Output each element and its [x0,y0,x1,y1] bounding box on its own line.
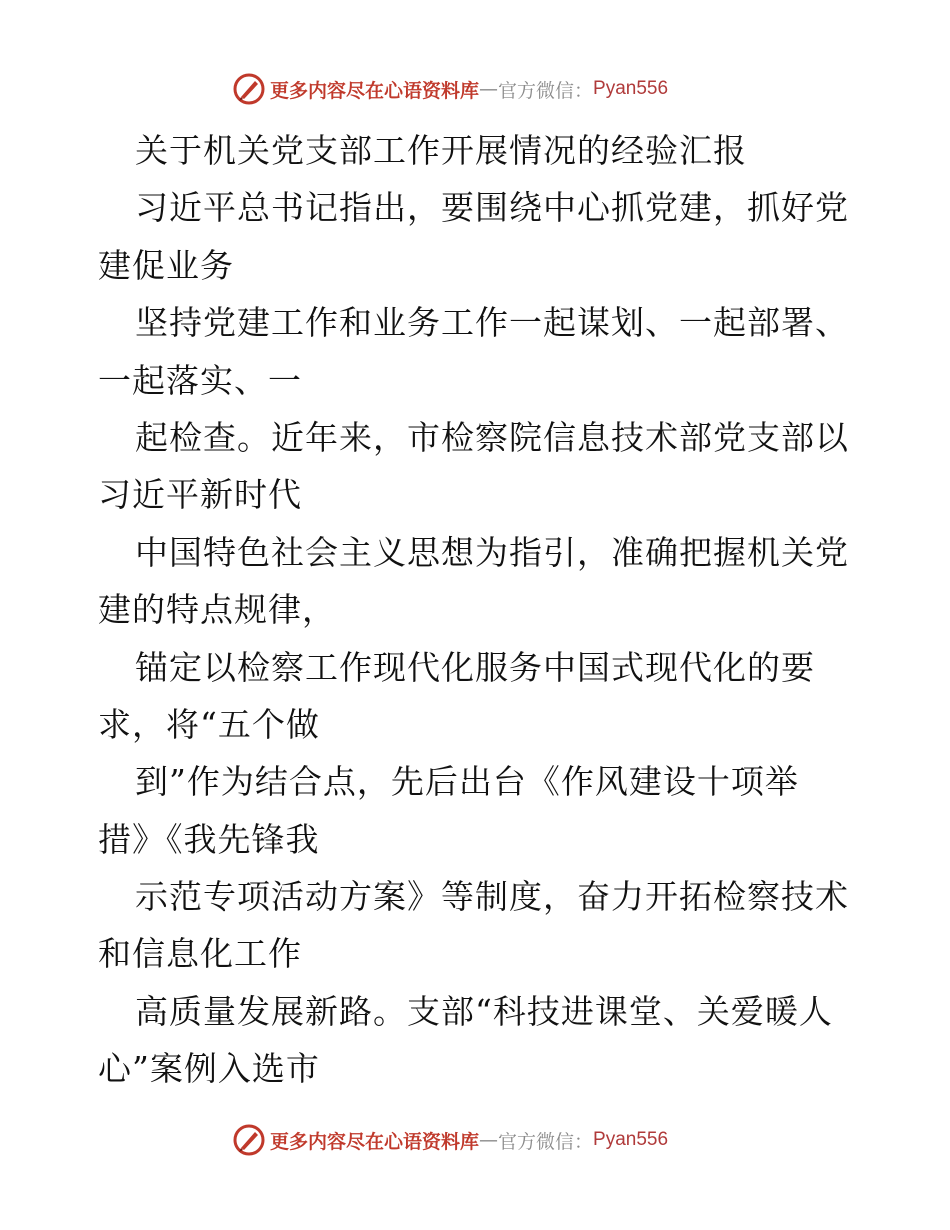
watermark-brand: 更多内容尽在心语资料库 [270,1130,480,1153]
footer-watermark [232,1123,668,1157]
text-line: 一起落实、一 [98,360,302,400]
text-line: 到”作为结合点，先后出台《作风建设十项举 [135,762,799,802]
text-line: 求，将“五个做 [98,704,320,744]
document-title: 关于机关党支部工作开展情况的经验汇报 [135,131,747,170]
text-line: 措》《我先锋我 [98,819,320,859]
text-line: 锚定以检察工作现代化服务中国式现代化的要 [135,647,815,687]
text-line: 起检查。近年来，市检察院信息技术部党支部以 [135,417,849,457]
text-line: 习近平新时代 [98,475,302,515]
text-line: 示范专项活动方案》等制度，奋力开拓检察技术 [135,877,849,917]
quill-logo-icon [232,1123,266,1157]
watermark-wechat-id: Pyan556 [593,1129,669,1150]
text-line: 坚持党建工作和业务工作一起谋划、一起部署、 [135,303,849,343]
watermark-wechat-id: Pyan556 [593,78,669,99]
text-line: 和信息化工作 [98,934,302,974]
quill-logo-icon [232,72,266,106]
header-watermark [232,72,668,106]
text-line: 建促业务 [98,245,234,285]
watermark-separator: — [479,1129,499,1151]
watermark-separator: — [479,78,499,100]
watermark-brand: 更多内容尽在心语资料库 [270,79,480,102]
text-line: 高质量发展新路。支部“科技进课堂、关爱暖人 [135,991,833,1031]
watermark-label: 官方微信： [498,79,594,102]
text-line: 习近平总书记指出，要围绕中心抓党建，抓好党 [135,188,849,228]
text-line: 中国特色社会主义思想为指引，准确把握机关党 [135,532,849,572]
watermark-label: 官方微信： [498,1130,594,1153]
text-line: 建的特点规律， [98,590,336,630]
document-body [98,122,858,1098]
text-line: 心”案例入选市 [98,1049,320,1089]
